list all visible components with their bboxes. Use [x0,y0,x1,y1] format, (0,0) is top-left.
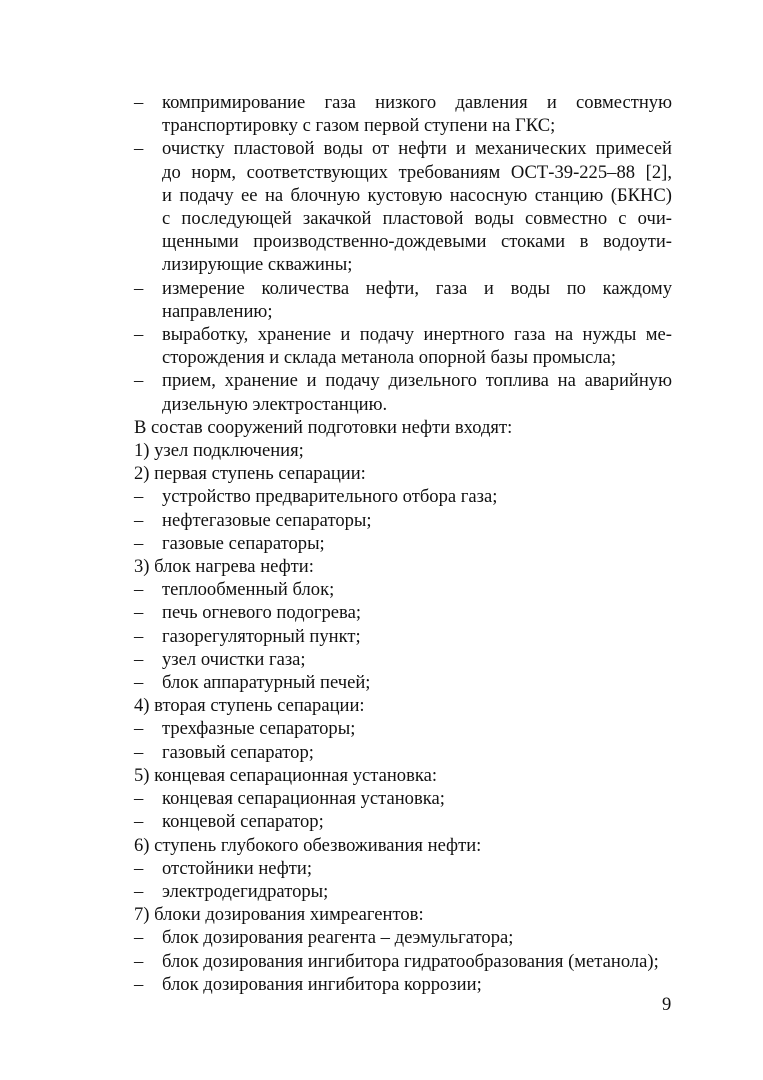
section-title: 5) концевая сепарационная установка: [134,764,438,786]
list-item [134,601,672,624]
bullet-dash: – [134,92,144,113]
list-item-text: блок дозирования ингибитора коррозии; [162,973,482,995]
bullet-dash: – [134,579,144,601]
list-item [134,323,672,369]
list-item [134,625,672,648]
bullet-dash: – [134,857,144,879]
text-line: выработку, хранение и подачу инертного газа на нужды ме- [162,324,672,346]
text-line: направлению; [162,300,273,322]
bullet-dash: – [134,370,144,392]
text-line: щенными производственно-дождевыми стоками в водоути- [162,231,672,253]
list-item-text [162,323,672,369]
list-item [134,578,672,601]
bullet-dash: – [134,927,144,949]
section-title: 1) узел подключения; [134,440,304,462]
list-item [134,880,672,903]
section-title: 2) первая ступень сепарации: [134,463,366,485]
list-item-text: газовые сепараторы; [162,532,325,554]
list-item-text: теплообменный блок; [162,579,335,601]
list-item-text [162,369,672,415]
list-item [134,532,672,555]
text-line: лизирующие скважины; [162,254,353,276]
intro-list [134,91,672,416]
text-line: измерение количества нефти, газа и воды по каждому [162,277,672,299]
list-item [134,741,672,764]
section-title: 4) вторая ступень сепарации: [134,695,365,717]
text-line: и подачу ее на блочную кустовую насосную станцию (БКНС) [162,184,672,206]
text-line: компримирование газа низкого давления и совместную [162,92,672,113]
bullet-dash: – [134,625,144,647]
list-item-text: нефтегазовые сепараторы; [162,509,372,531]
list-item [134,509,672,532]
bullet-dash: – [134,672,144,694]
section-title: 3) блок нагрева нефти: [134,556,314,578]
bullet-dash: – [134,648,144,670]
bullet-dash: – [134,880,144,902]
text-line: до норм, соответствующих требованиям ОСТ-39-225–88 [2], [162,161,672,183]
list-item-text: газорегуляторный пункт; [162,625,361,647]
list-item [134,369,672,415]
list-item [134,277,672,323]
bullet-dash: – [134,718,144,740]
list-item-text [162,91,672,137]
list-item [134,926,672,949]
bullet-dash: – [134,973,144,995]
list-item-text: отстойники нефти; [162,857,313,879]
text-line: прием, хранение и подачу дизельного топлива на аварийную [162,370,672,392]
list-item [134,137,672,276]
list-item-text: узел очистки газа; [162,648,306,670]
list-item-text [162,137,672,276]
list-item-text: газовый сепаратор; [162,741,314,763]
page-number: 9 [662,994,672,1015]
bullet-dash: – [134,486,144,508]
bullet-dash: – [134,532,144,554]
list-item-text: электродегидраторы; [162,880,329,902]
list-item-text: концевая сепарационная установка; [162,788,445,810]
list-item [134,950,672,973]
list-item [134,717,672,740]
bullet-dash: – [134,741,144,763]
list-item-text: концевой сепаратор; [162,811,324,833]
bullet-dash: – [134,788,144,810]
list-item [134,671,672,694]
bullet-dash: – [134,602,144,624]
section-title: 6) ступень глубокого обезвоживания нефти: [134,834,482,856]
text-line: с последующей закачкой пластовой воды совместно с очи- [162,208,672,230]
list-item-text: блок дозирования ингибитора гидратообразования (метанола); [162,950,659,972]
list-item [134,91,672,137]
list-item [134,787,672,810]
text-line: дизельную электростанцию. [162,393,388,415]
bullet-dash: – [134,509,144,531]
bullet-dash: – [134,950,144,972]
bullet-dash: – [134,324,144,346]
section-title: 7) блоки дозирования химреагентов: [134,904,424,926]
list-item [134,973,672,996]
list-item-text: блок аппаратурный печей; [162,672,371,694]
text-line: очистку пластовой воды от нефти и механических примесей [162,138,672,160]
list-item-text: трехфазные сепараторы; [162,718,356,740]
list-item-text: блок дозирования реагента – деэмульгатора; [162,927,514,949]
list-item [134,648,672,671]
list-item [134,485,672,508]
list-item-text [162,277,672,323]
text-line: транспортировку с газом первой ступени на ГКС; [162,115,556,137]
list-item-text: устройство предварительного отбора газа; [162,486,498,508]
bullet-dash: – [134,811,144,833]
bullet-dash: – [134,138,144,160]
text-line: сторождения и склада метанола опорной базы промысла; [162,347,617,369]
bullet-dash: – [134,277,144,299]
list-item [134,857,672,880]
list-item-text: печь огневого подогрева; [162,602,362,624]
list-item [134,810,672,833]
composition-heading: В состав сооружений подготовки нефти входят: [134,416,513,438]
page-content [134,91,672,996]
